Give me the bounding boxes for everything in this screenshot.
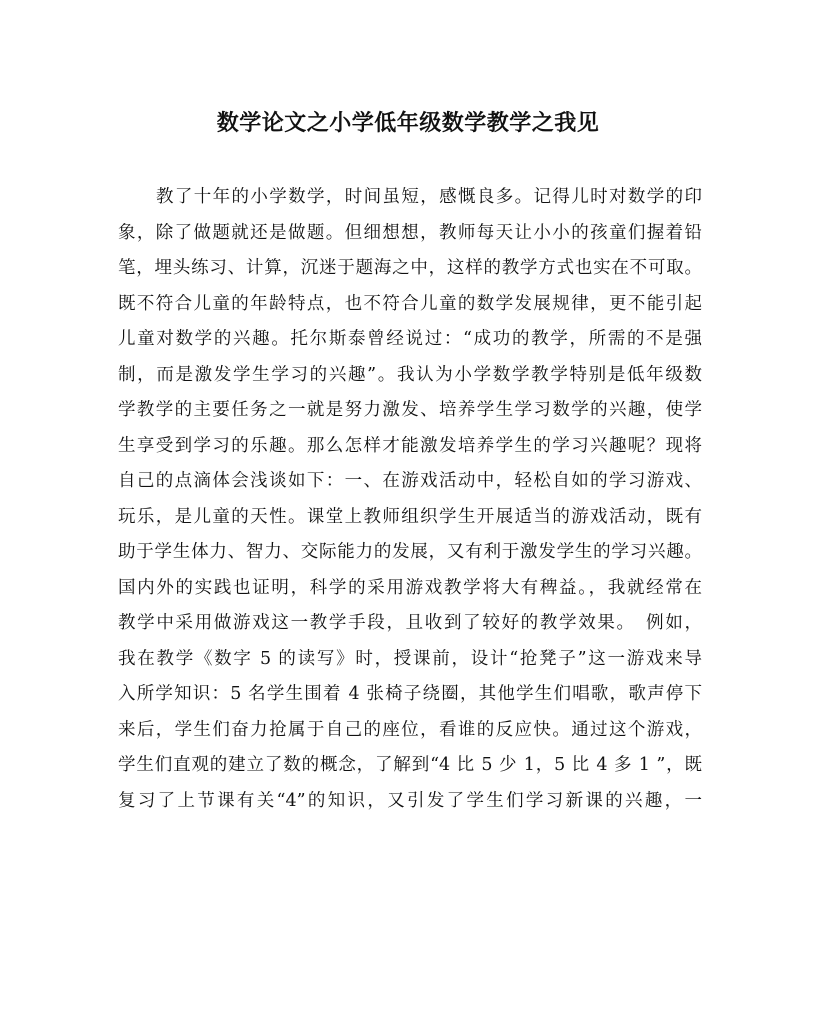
page-title: 数学论文之小学低年级数学教学之我见 [216,110,600,136]
text-line: 笔，埋头练习、计算，沉迷于题海之中，这样的教学方式也实在不可取。 [118,258,702,278]
text-line: 学教学的主要任务之一就是努力激发、培养学生学习数学的兴趣，使学 [118,400,702,420]
text-line: 教了十年的小学数学，时间虽短，感慨良多。记得儿时对数学的印 [156,187,702,207]
text-line: 教学中采用做游戏这一教学手段，且收到了较好的教学效果。 例如， [118,613,702,633]
text-line: 制，而是激发学生学习的兴趣”。我认为小学数学教学特别是低年级数 [118,364,702,385]
text-line: 我在教学《数字 5 的读写》时，授课前，设计“抢凳子”这一游戏来导 [118,648,702,669]
text-line: 复习了上节课有关“4”的知识，又引发了学生们学习新课的兴趣，一 [118,790,702,811]
text-line: 玩乐，是儿童的天性。课堂上教师组织学生开展适当的游戏活动，既有 [118,506,702,527]
text-line: 来后，学生们奋力抢属于自己的座位，看谁的反应快。通过这个游戏， [118,719,702,740]
text-line: 既不符合儿童的年龄特点，也不符合儿童的数学发展规律，更不能引起 [118,293,702,314]
text-line: 自己的点滴体会浅谈如下：一、在游戏活动中，轻松自如的学习游戏、 [118,471,702,491]
text-line: 生享受到学习的乐趣。那么怎样才能激发培养学生的学习兴趣呢？现将 [118,435,702,456]
text-line: 儿童对数学的兴趣。托尔斯泰曾经说过：“成功的教学，所需的不是强 [118,329,702,349]
body-paragraph [118,180,702,819]
text-line: 入所学知识：5 名学生围着 4 张椅子绕圈，其他学生们唱歌，歌声停下 [118,684,702,704]
text-line: 学生们直观的建立了数的概念，了解到“4 比 5 少 1，5 比 4 多 1 ”，既 [118,755,702,775]
text-line: 国内外的实践也证明，科学的采用游戏教学将大有稗益。，我就经常在 [118,577,702,598]
text-line: 助于学生体力、智力、交际能力的发展，又有利于激发学生的学习兴趣。 [118,542,702,562]
text-line: 象，除了做题就还是做题。但细想想，教师每天让小小的孩童们握着铅 [118,222,702,243]
